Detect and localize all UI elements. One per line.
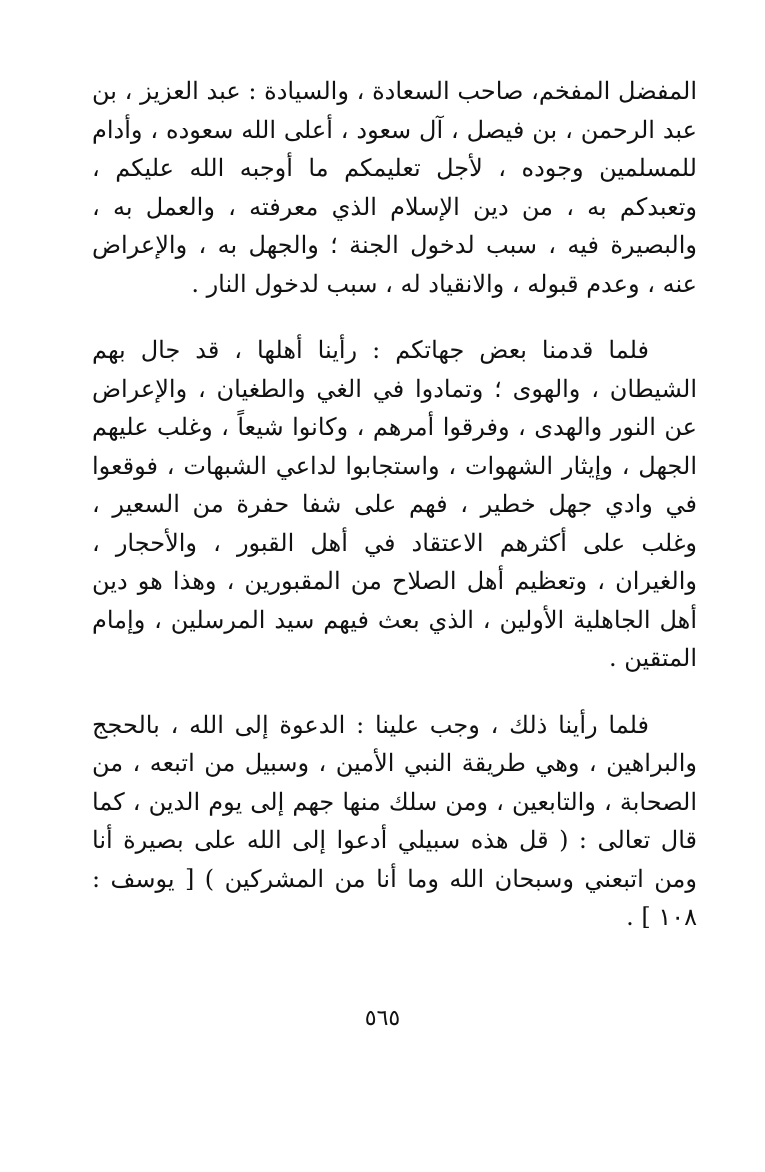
paragraph-gap — [92, 678, 697, 706]
page-number: ٥٦٥ — [364, 1006, 401, 1031]
paragraph-3: فلما رأينا ذلك ، وجب علينا : الدعوة إلى الله ، بالحجج والبراهين ، وهي طريقة النبي الأمين ، وسبيل من اتبعه ، من الصحابة ، والتابعين ، ومن سلك منها جهم إلى يوم الدين ، كما قال تعالى : ( قل هذه سبيلي أدعوا إلى الله على بصيرة أنا ومن اتبعني وسبحان الله وما أنا من المشركين ) [ يوسف : ١٠٨ ] . — [92, 710, 697, 931]
document-page — [92, 72, 697, 937]
paragraph-1: المفضل المفخم، صاحب السعادة ، والسيادة : عبد العزيز ، بن عبد الرحمن ، بن فيصل ، آل سعود ، أعلى الله سعوده ، وأدام للمسلمين وجوده ، لأجل تعليمكم ما أوجبه الله عليكم ، وتعبدكم به ، من دين الإسلام الذي معرفته ، والعمل به ، والبصيرة فيه ، سبب لدخول الجنة ؛ والجهل به ، والإعراض عنه ، وعدم قبوله ، والانقياد له ، سبب لدخول النار . — [92, 77, 697, 298]
paragraph-gap — [92, 303, 697, 331]
paragraph-2: فلما قدمنا بعض جهاتكم : رأينا أهلها ، قد جال بهم الشيطان ، والهوى ؛ وتمادوا في الغي والطغيان ، والإعراض عن النور والهدى ، وفرقوا أمرهم ، وكانوا شيعاً ، وغلب عليهم الجهل ، وإيثار الشهوات ، واستجابوا لداعي الشبهات ، فوقعوا في وادي جهل خطير ، فهم على شفا حفرة من السعير ، وغلب على أكثرهم الاعتقاد في أهل القبور ، والأحجار ، والغيران ، وتعظيم أهل الصلاح من المقبورين ، وهذا هو دين أهل الجاهلية الأولين ، الذي بعث فيهم سيد المرسلين ، وإمام المتقين . — [92, 336, 697, 672]
